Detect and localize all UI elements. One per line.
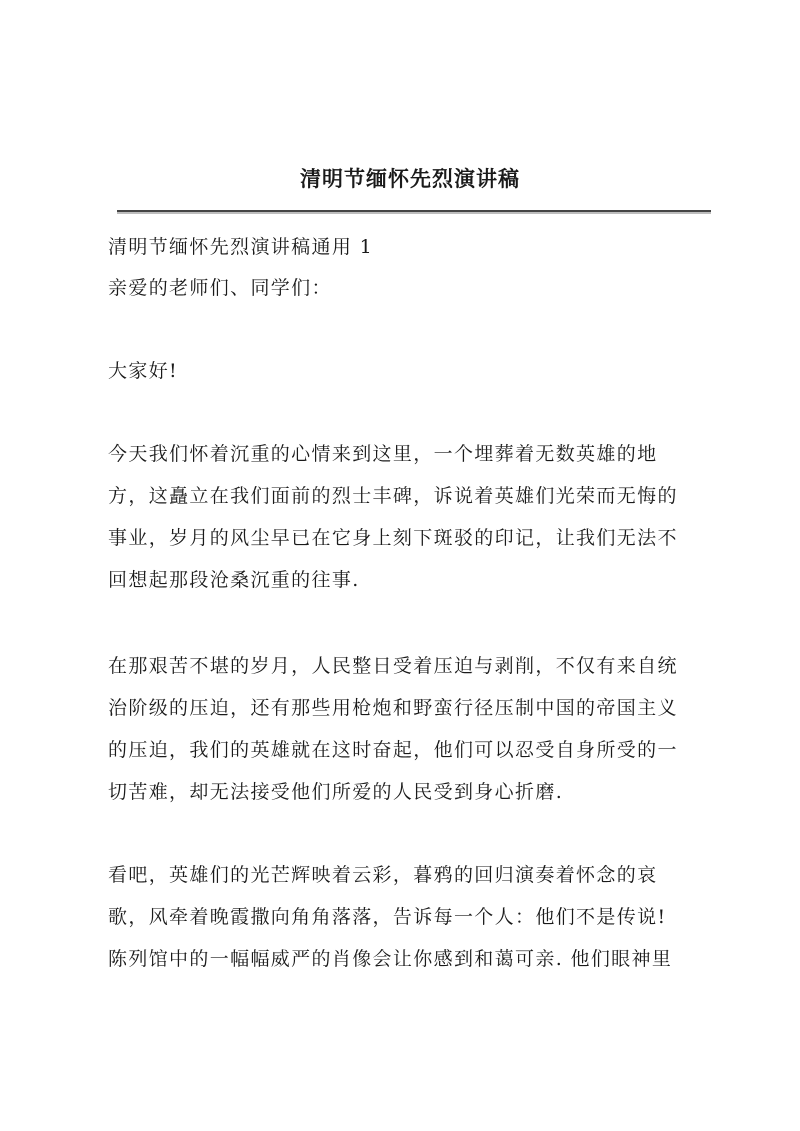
paragraph-line: 今天我们怀着沉重的心情来到这里，一个埋葬着无数英雄的地: [108, 443, 658, 465]
paragraph-line: 切苦难，却无法接受他们所爱的人民受到身心折磨.: [108, 781, 564, 803]
paragraph-line: 事业，岁月的风尘早已在它身上刻下斑驳的印记，让我们无法不: [108, 527, 678, 549]
salutation-line: 亲爱的老师们、同学们：: [108, 277, 332, 299]
paragraph-line: 在那艰苦不堪的岁月，人民整日受着压迫与剥削，不仅有来自统: [108, 655, 678, 677]
paragraph-line: 歌，风牵着晚霞撒向角角落落，告诉每一个人：他们不是传说!: [108, 906, 667, 928]
subtitle-line: 清明节缅怀先烈演讲稿通用 1: [108, 236, 374, 258]
paragraph-line: 看吧，英雄们的光芒辉映着云彩，暮鸦的回归演奏着怀念的哀: [108, 864, 658, 886]
title-divider: [117, 210, 711, 212]
document-title: 清明节缅怀先烈演讲稿: [300, 166, 520, 191]
paragraph-line: 的压迫，我们的英雄就在这时奋起，他们可以忍受自身所受的一: [108, 739, 678, 761]
paragraph-line: 治阶级的压迫，还有那些用枪炮和野蛮行径压制中国的帝国主义: [108, 697, 678, 719]
paragraph-line: 陈列馆中的一幅幅威严的肖像会让你感到和蔼可亲. 他们眼神里: [108, 948, 673, 970]
paragraph-line: 回想起那段沧桑沉重的往事.: [108, 569, 360, 591]
paragraph-line: 方，这矗立在我们面前的烈士丰碑，诉说着英雄们光荣而无悔的: [108, 485, 678, 507]
greeting-line: 大家好!: [108, 360, 179, 382]
